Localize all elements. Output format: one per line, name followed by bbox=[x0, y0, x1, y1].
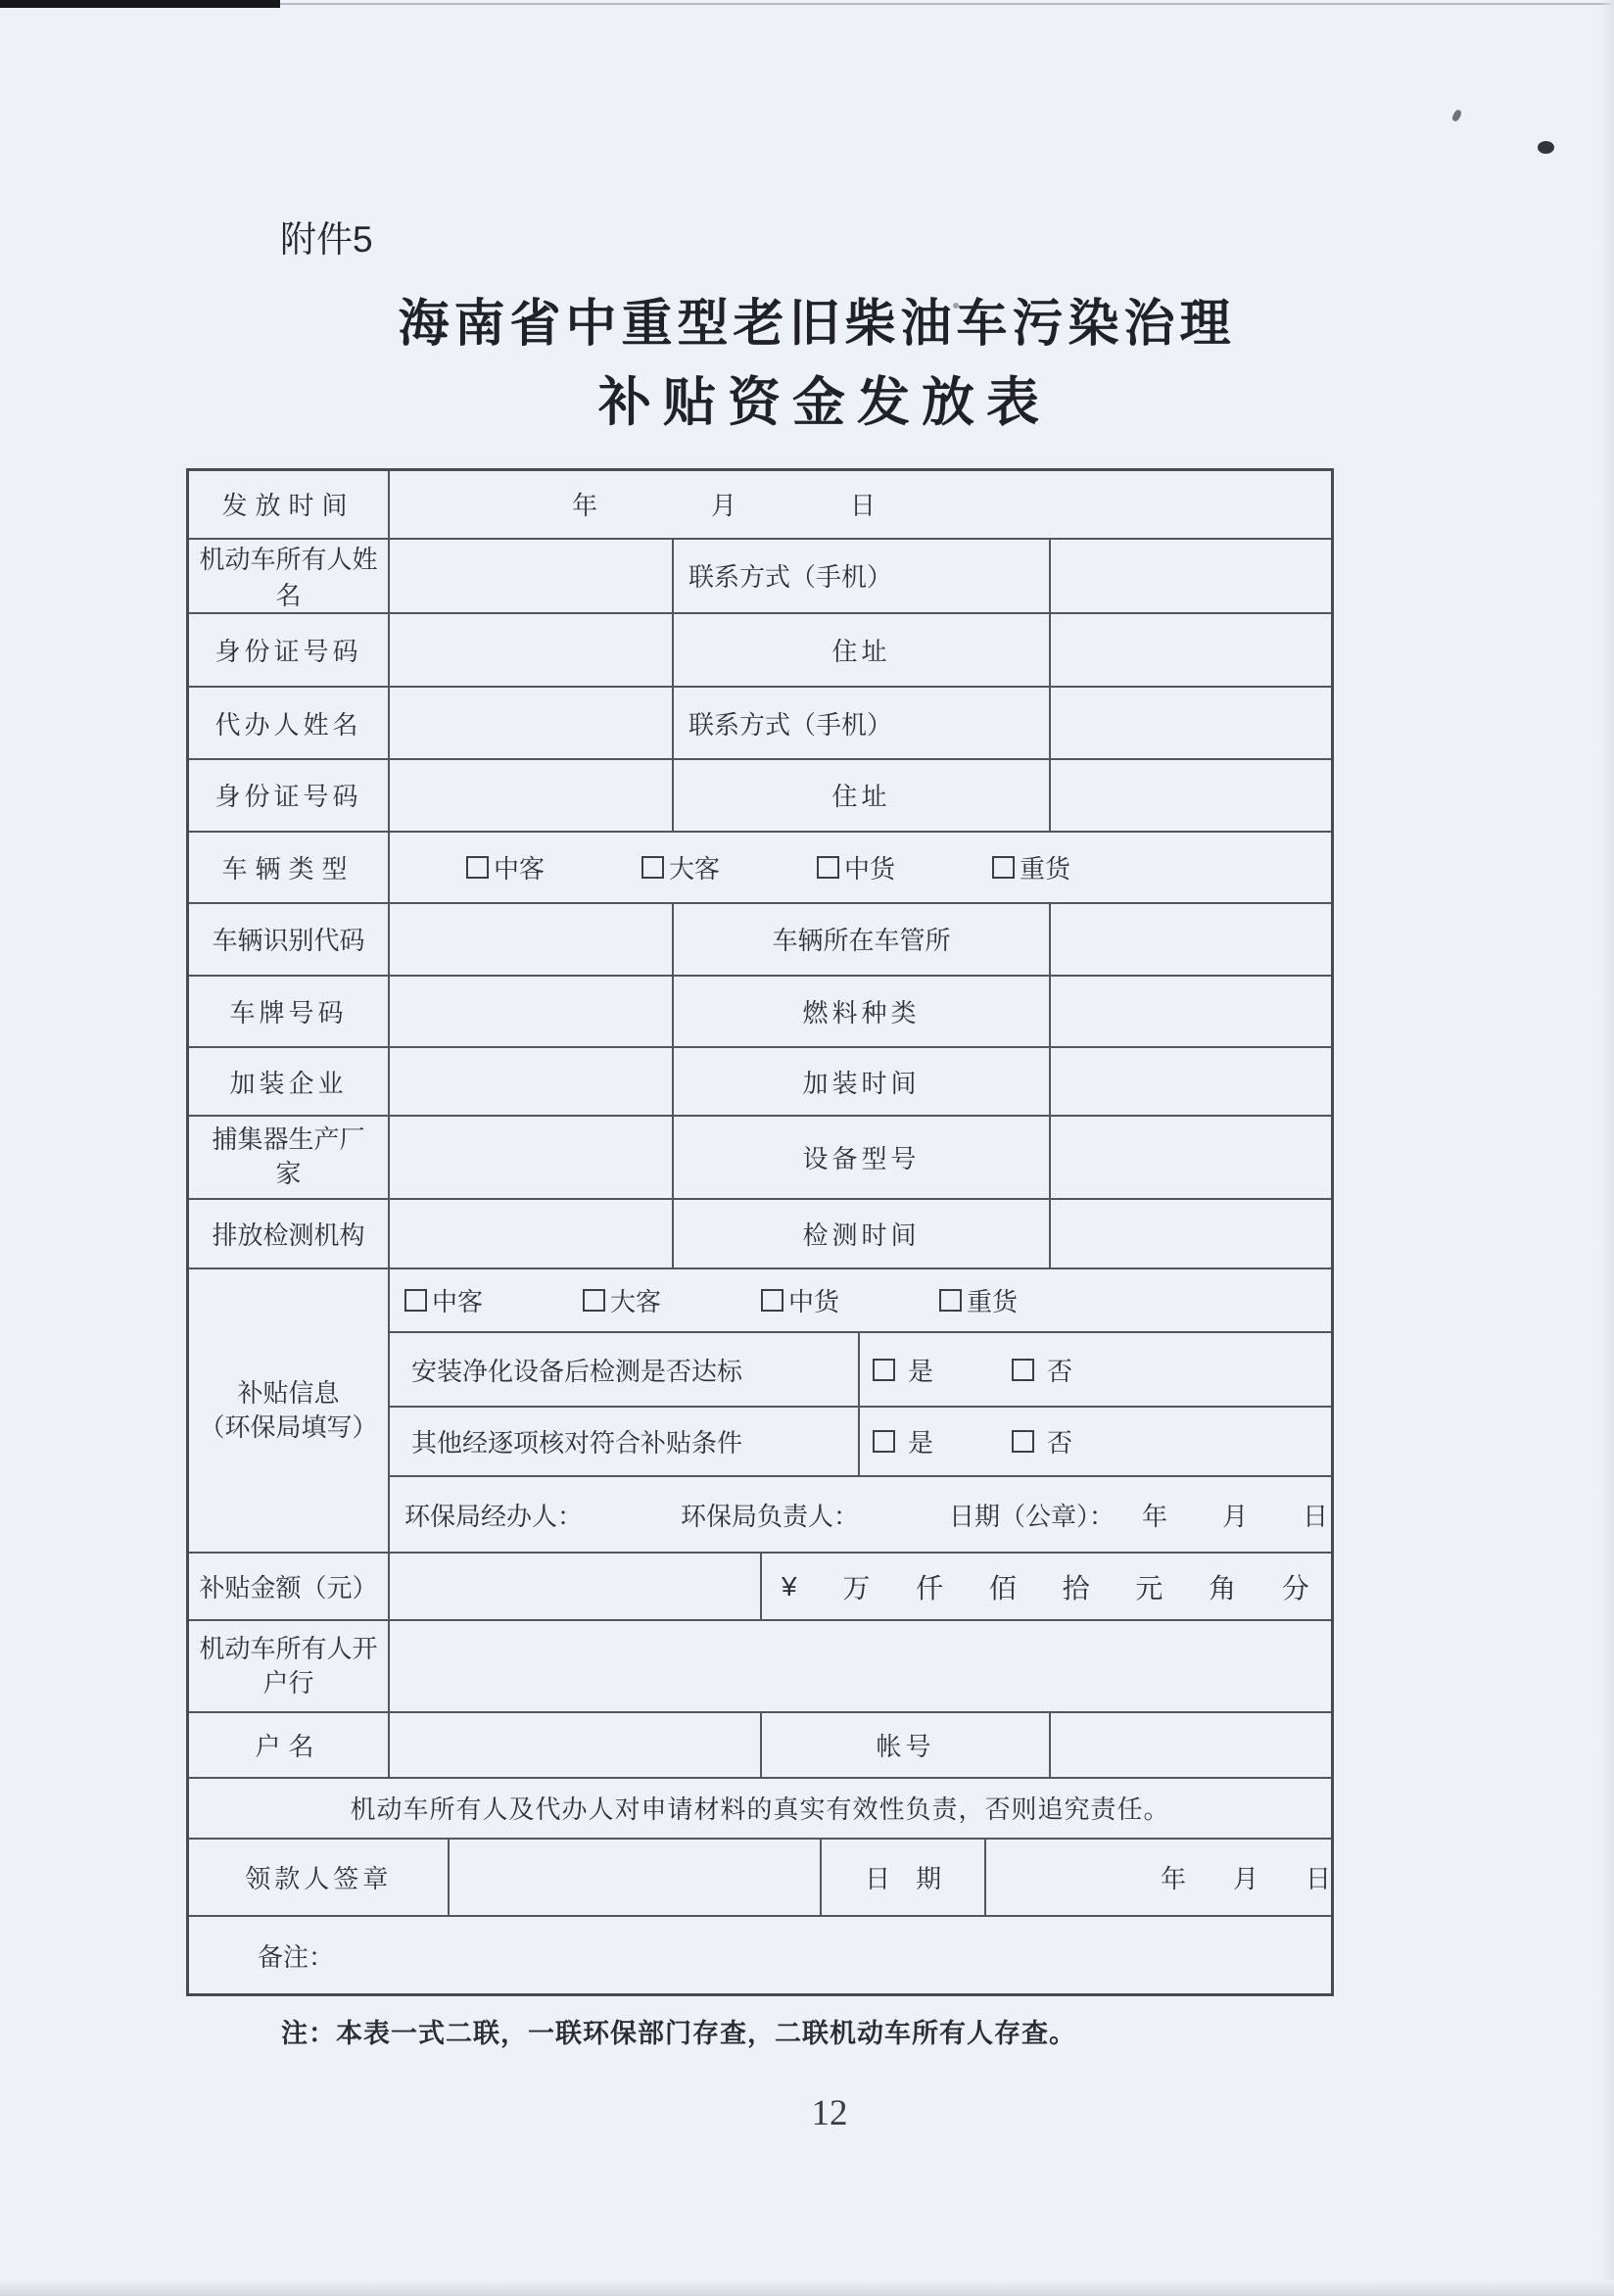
checkbox-icon bbox=[1012, 1430, 1034, 1453]
row-vin bbox=[189, 904, 1331, 977]
option-label: 大客 bbox=[610, 1287, 662, 1317]
row-agent-id bbox=[189, 760, 1331, 833]
retrofit-time-input-cell bbox=[1051, 1048, 1331, 1115]
owner-name-input-cell bbox=[390, 540, 674, 612]
subsidy-option bbox=[404, 1282, 483, 1318]
dpf-maker-label bbox=[189, 1117, 390, 1198]
yes-label: 是 bbox=[908, 1356, 934, 1386]
retrofit-company-label: 加装企业 bbox=[189, 1048, 390, 1115]
option-label: 大客 bbox=[669, 853, 721, 884]
vehicle-type-option bbox=[466, 849, 545, 885]
ink-speck bbox=[1538, 141, 1554, 154]
subsidy-option bbox=[939, 1282, 1018, 1318]
fuel-type-label: 燃料种类 bbox=[674, 977, 1051, 1047]
emission-agency-label: 排放检测机构 bbox=[189, 1200, 390, 1268]
declaration-text: 机动车所有人及代办人对申请材料的真实有效性负责，否则追究责任。 bbox=[350, 1794, 1170, 1825]
checkbox-icon bbox=[404, 1289, 427, 1312]
account-name-input-cell bbox=[390, 1713, 762, 1777]
subsidy-info-label bbox=[189, 1269, 390, 1552]
owner-address-label: 住址 bbox=[674, 614, 1051, 687]
owner-id-input-cell bbox=[390, 614, 674, 687]
row-plate bbox=[189, 977, 1331, 1049]
plate-input-cell bbox=[390, 977, 674, 1047]
account-number-label: 帐号 bbox=[762, 1713, 1051, 1777]
vehicle-type-options bbox=[390, 833, 1070, 903]
agent-name-label: 代办人姓名 bbox=[189, 688, 390, 758]
dpf-maker-input-cell bbox=[390, 1117, 674, 1198]
option-label: 重货 bbox=[1020, 853, 1071, 884]
owner-address-input-cell bbox=[1051, 614, 1331, 687]
checkbox-icon bbox=[873, 1359, 895, 1381]
month-label: 月 bbox=[711, 491, 737, 521]
subsidy-option bbox=[583, 1282, 661, 1318]
agent-address-label: 住址 bbox=[674, 760, 1051, 831]
q2-answer-cell bbox=[860, 1408, 1331, 1475]
checkbox-icon bbox=[939, 1289, 962, 1312]
option-label: 中客 bbox=[494, 853, 546, 884]
option-label: 重货 bbox=[967, 1287, 1019, 1317]
ink-speck bbox=[1451, 109, 1463, 122]
subsidy-vehicle-type-row bbox=[390, 1269, 1331, 1333]
form-title-line2: 补贴资金发放表 bbox=[598, 373, 1051, 432]
vehicle-dmv-input-cell bbox=[1051, 904, 1331, 975]
issue-time-label: 发放时间 bbox=[189, 471, 390, 538]
form-title-line1: 海南省中重型老旧柴油车污染治理 bbox=[398, 296, 1236, 353]
amount-input-cell bbox=[390, 1554, 762, 1619]
owner-id-label: 身份证号码 bbox=[189, 614, 390, 687]
row-remarks bbox=[189, 1917, 1331, 1993]
signature-date-label: 日 期 bbox=[822, 1840, 986, 1916]
bank-label: 机动车所有人开户行 bbox=[189, 1621, 390, 1712]
q1-label: 安装净化设备后检测是否达标 bbox=[390, 1333, 860, 1406]
row-bank bbox=[189, 1621, 1331, 1714]
agent-address-input-cell bbox=[1051, 760, 1331, 831]
yes-option bbox=[873, 1352, 933, 1388]
checkbox-icon bbox=[992, 856, 1015, 879]
month-label: 月 bbox=[1222, 1501, 1249, 1531]
checkbox-icon bbox=[1012, 1359, 1034, 1381]
subsidy-info-label-line2: （环保局填写） bbox=[199, 1412, 378, 1443]
checkbox-icon bbox=[641, 856, 664, 879]
no-label: 否 bbox=[1047, 1428, 1073, 1459]
vin-input-cell bbox=[390, 904, 674, 975]
attachment-label: 附件5 bbox=[280, 219, 373, 260]
subsidy-info-label-line1: 补贴信息 bbox=[237, 1378, 340, 1409]
vin-label: 车辆识别代码 bbox=[189, 904, 390, 975]
test-time-label: 检测时间 bbox=[674, 1200, 1051, 1268]
row-subsidy-info bbox=[189, 1269, 1331, 1554]
owner-name-label: 机动车所有人姓名 bbox=[189, 540, 390, 612]
no-option bbox=[1012, 1423, 1072, 1459]
vehicle-dmv-label: 车辆所在车管所 bbox=[674, 904, 1051, 975]
unit-yuan: 元 bbox=[1135, 1572, 1163, 1603]
retrofit-company-input-cell bbox=[390, 1048, 674, 1115]
subsidy-q2-row bbox=[390, 1408, 1331, 1477]
unit-wan: 万 bbox=[842, 1572, 871, 1603]
dpf-maker-label-text: 捕集器生产厂家 bbox=[212, 1124, 365, 1189]
no-option bbox=[1012, 1352, 1072, 1388]
amount-units-cell bbox=[762, 1554, 1331, 1619]
q1-answer-cell bbox=[860, 1333, 1331, 1406]
epb-chief-label: 环保局负责人： bbox=[681, 1501, 860, 1531]
remarks-label: 备注： bbox=[258, 1941, 335, 1972]
account-number-input-cell bbox=[1051, 1713, 1331, 1777]
row-agent-name bbox=[189, 688, 1331, 760]
scan-bottom-shading bbox=[0, 2280, 1614, 2296]
emission-agency-input-cell bbox=[390, 1200, 674, 1268]
yes-label: 是 bbox=[908, 1428, 934, 1459]
scan-edge-line bbox=[280, 3, 1614, 5]
year-label: 年 bbox=[572, 491, 598, 521]
unit-qian: 仟 bbox=[916, 1572, 944, 1603]
retrofit-time-label: 加装时间 bbox=[674, 1048, 1051, 1115]
issue-time-value-cell bbox=[390, 471, 876, 538]
payee-signature-label: 领款人签章 bbox=[189, 1840, 450, 1916]
checkbox-icon bbox=[466, 856, 489, 879]
option-label: 中客 bbox=[432, 1287, 484, 1317]
no-label: 否 bbox=[1047, 1356, 1073, 1386]
vehicle-type-label: 车辆类型 bbox=[189, 833, 390, 903]
checkbox-icon bbox=[817, 856, 839, 879]
row-amount bbox=[189, 1554, 1331, 1621]
option-label: 中货 bbox=[788, 1287, 840, 1317]
row-owner-id bbox=[189, 614, 1331, 689]
day-label: 日 bbox=[1305, 1864, 1331, 1894]
row-vehicle-type bbox=[189, 833, 1331, 905]
row-owner-name bbox=[189, 540, 1331, 614]
checkbox-icon bbox=[873, 1430, 895, 1453]
scan-edge-artifact bbox=[0, 0, 280, 8]
row-emission-test bbox=[189, 1200, 1331, 1270]
year-label: 年 bbox=[1142, 1501, 1168, 1531]
agent-name-input-cell bbox=[390, 688, 674, 758]
checkbox-icon bbox=[761, 1289, 783, 1312]
row-retrofit bbox=[189, 1048, 1331, 1117]
row-declaration bbox=[189, 1779, 1331, 1840]
row-issue-time bbox=[189, 471, 1331, 540]
vehicle-type-option bbox=[641, 849, 720, 885]
row-signature bbox=[189, 1840, 1331, 1918]
epb-handler-label: 环保局经办人： bbox=[404, 1501, 584, 1531]
epb-date-label: 日期（公章）： bbox=[949, 1501, 1116, 1531]
subsidy-option bbox=[761, 1282, 839, 1318]
unit-jiao: 角 bbox=[1209, 1572, 1237, 1603]
form-footnote: 注：本表一式二联，一联环保部门存查，二联机动车所有人存查。 bbox=[281, 2019, 1076, 2048]
owner-contact-input-cell bbox=[1051, 540, 1331, 612]
subsidy-signoff-row bbox=[390, 1477, 1331, 1552]
amount-label: 补贴金额（元） bbox=[189, 1554, 390, 1619]
month-label: 月 bbox=[1232, 1864, 1258, 1894]
vehicle-type-option bbox=[992, 849, 1070, 885]
option-label: 中货 bbox=[844, 853, 896, 884]
subsidy-q1-row bbox=[390, 1333, 1331, 1408]
device-model-label: 设备型号 bbox=[674, 1117, 1051, 1198]
agent-contact-input-cell bbox=[1051, 688, 1331, 758]
checkbox-icon bbox=[583, 1289, 605, 1312]
yes-option bbox=[873, 1423, 933, 1459]
test-time-input-cell bbox=[1051, 1200, 1331, 1268]
bank-input-cell bbox=[390, 1621, 1331, 1712]
device-model-input-cell bbox=[1051, 1117, 1331, 1198]
account-name-label: 户名 bbox=[189, 1713, 390, 1777]
subsidy-info-label-text bbox=[199, 1376, 377, 1445]
page-number: 12 bbox=[811, 2093, 848, 2133]
currency-symbol: ¥ bbox=[782, 1570, 797, 1602]
year-label: 年 bbox=[1160, 1864, 1186, 1894]
day-label: 日 bbox=[1303, 1501, 1329, 1531]
agent-contact-label: 联系方式（手机） bbox=[674, 688, 1051, 758]
q2-label: 其他经逐项核对符合补贴条件 bbox=[390, 1408, 860, 1475]
unit-shi: 拾 bbox=[1062, 1572, 1090, 1603]
subsidy-vehicle-type-options bbox=[390, 1269, 1331, 1331]
payee-signature-input-cell bbox=[450, 1840, 822, 1916]
day-label: 日 bbox=[850, 491, 877, 521]
row-dpf-maker bbox=[189, 1117, 1331, 1200]
row-account bbox=[189, 1713, 1331, 1779]
unit-bai: 佰 bbox=[988, 1572, 1017, 1603]
vehicle-type-option bbox=[817, 849, 895, 885]
fuel-type-input-cell bbox=[1051, 977, 1331, 1047]
unit-fen: 分 bbox=[1281, 1572, 1309, 1603]
owner-contact-label: 联系方式（手机） bbox=[674, 540, 1051, 612]
agent-id-label: 身份证号码 bbox=[189, 760, 390, 831]
signature-date-value-cell bbox=[986, 1840, 1331, 1916]
plate-label: 车牌号码 bbox=[189, 977, 390, 1047]
subsidy-form-table bbox=[186, 468, 1334, 1996]
agent-id-input-cell bbox=[390, 760, 674, 831]
subsidy-info-subtable bbox=[390, 1269, 1331, 1552]
signoff-cell bbox=[390, 1477, 1331, 1552]
